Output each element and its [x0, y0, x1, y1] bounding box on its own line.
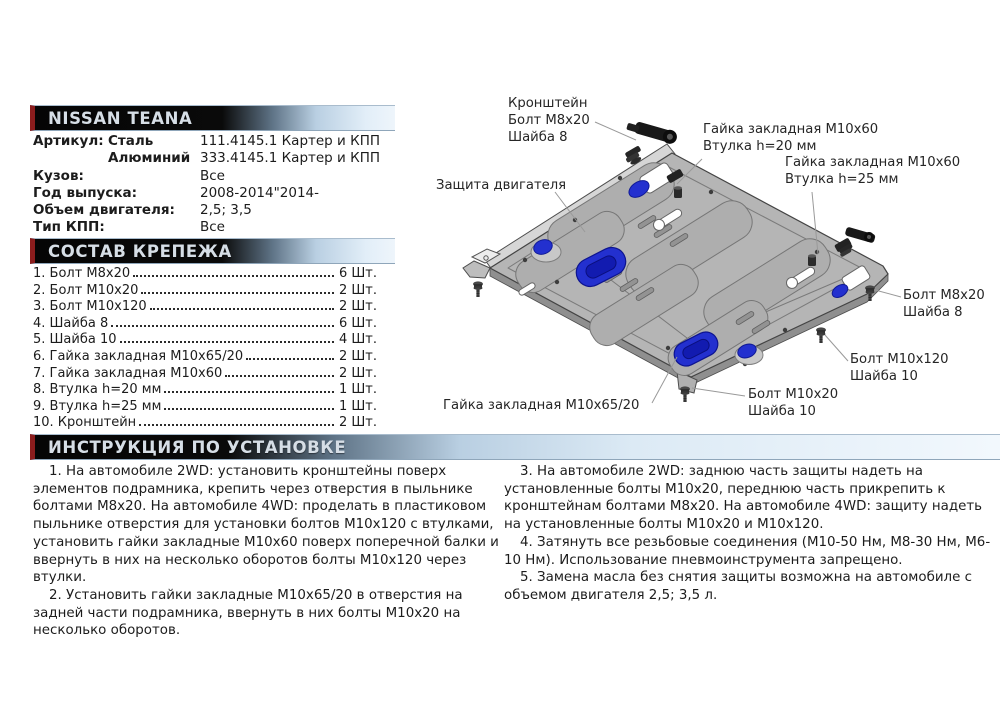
callout-line: Шайба 8: [903, 305, 963, 320]
spec-sublabel: [108, 168, 200, 185]
dot-leader: [246, 358, 334, 360]
callout-line: Втулка h=20 мм: [703, 139, 817, 154]
dot-leader: [150, 308, 334, 310]
hardware-list: [33, 266, 385, 432]
item-name: 5. Шайба 10: [33, 332, 117, 348]
spec-sublabel: [108, 219, 200, 236]
item-qty: 4 Шт.: [339, 332, 378, 348]
item-name: 9. Втулка h=25 мм: [33, 398, 162, 414]
item-qty: 1 Шт.: [339, 398, 378, 414]
item-name: 2. Болт М10х20: [33, 282, 139, 298]
dot-leader: [164, 408, 334, 410]
spec-row: [33, 168, 423, 185]
hardware-section-title: СОСТАВ КРЕПЕЖА: [48, 241, 232, 261]
spec-row: [33, 133, 423, 150]
item-name: 8. Втулка h=20 мм: [33, 382, 162, 398]
instruction-step: 3. На автомобиле 2WD: заднюю часть защиты надеть на установленные болты М10х20, переднюю часть прикрепить к кронштейнам болтами М8х20. На автомобиле 4WD: защиту надеть на установленные болты М10х20 и М10х120.: [504, 464, 983, 533]
spec-label: Тип КПП:: [33, 219, 105, 236]
product-title: NISSAN TEANA: [48, 108, 193, 128]
item-name: 3. Болт М10х120: [33, 299, 147, 315]
callout-line: Гайка закладная М10х65/20: [443, 398, 640, 413]
spec-value: Все: [200, 167, 225, 184]
hardware-item: [33, 283, 385, 300]
item-name: 7. Гайка закладная М10х60: [33, 365, 223, 381]
spec-label: Объем двигателя:: [33, 202, 175, 219]
item-qty: 6 Шт.: [339, 266, 378, 281]
item-name: 10. Кронштейн: [33, 415, 137, 431]
hardware-item: [33, 299, 385, 316]
instructions-section-title: ИНСТРУКЦИЯ ПО УСТАНОВКЕ: [48, 437, 347, 457]
spec-value: 333.4145.1 Картер и КПП: [200, 150, 380, 167]
spec-value: 111.4145.1 Картер и КПП: [200, 133, 380, 149]
callout-bolt-m8x20: [903, 287, 985, 321]
callout-nut-h20: [703, 121, 878, 155]
instructions-column-left: [33, 463, 503, 640]
spec-table: [33, 133, 423, 237]
instruction-step: 1. На автомобиле 2WD: установить кронштейны поверх элементов подрамника, крепить через отверстия в пыльнике болтами М8х20. На автомобиле 4WD: проделать в пластиковом пыльнике отверстия для установки болтов М10х120 с втулками, установить гайки закладные М10х60 поверх поперечной балки и ввернуть в них на несколько оборотов болты М10х120 через втулки.: [33, 464, 499, 586]
callout-bolt-m10x120: [850, 351, 949, 385]
instructions-section-bar: [30, 434, 1000, 460]
callout-line: Шайба 8: [508, 130, 568, 145]
spec-value: 2,5; 3,5: [200, 202, 252, 219]
spec-sublabel: Алюминий: [108, 150, 191, 167]
hardware-section-bar: [30, 238, 395, 264]
callout-line: Болт М8х20: [508, 113, 590, 128]
spec-value: Все: [200, 219, 225, 236]
item-qty: 1 Шт.: [339, 382, 378, 398]
callout-line: Гайка закладная М10х60: [785, 155, 961, 170]
spec-label: Артикул:: [33, 133, 104, 149]
callout-line: Шайба 10: [748, 404, 816, 419]
hardware-item: [33, 399, 385, 416]
hardware-item: [33, 349, 385, 366]
item-qty: 2 Шт.: [339, 415, 378, 431]
callout-line: Болт М10х20: [748, 387, 839, 402]
dot-leader: [164, 391, 334, 393]
engine-guard-diagram: [415, 80, 1000, 435]
product-title-bar: [30, 105, 395, 131]
spec-sublabel: [108, 185, 200, 202]
dot-leader: [139, 424, 334, 426]
spec-row: [33, 219, 423, 236]
hardware-item: [33, 415, 385, 432]
callout-line: Гайка закладная М10х60: [703, 122, 879, 137]
dot-leader: [141, 292, 334, 294]
instruction-step: 5. Замена масла без снятия защиты возможна на автомобиле с объемом двигателя 2,5; 3,5 л.: [504, 570, 972, 603]
hardware-item: [33, 382, 385, 399]
hardware-item: [33, 266, 385, 283]
item-name: 1. Болт М8х20: [33, 266, 131, 281]
spec-label: Кузов:: [33, 167, 84, 184]
item-qty: 2 Шт.: [339, 299, 378, 315]
item-qty: 2 Шт.: [339, 365, 378, 381]
instructions-column-right: [504, 463, 994, 605]
spec-row: [33, 185, 423, 202]
callout-engine-guard: [436, 177, 566, 194]
spec-label: [33, 150, 108, 167]
callout-nut-m10x65: [443, 397, 639, 414]
dot-leader: [120, 341, 334, 343]
item-qty: 6 Шт.: [339, 315, 378, 331]
item-name: 6. Гайка закладная М10х65/20: [33, 348, 244, 364]
callout-line: Шайба 10: [850, 369, 918, 384]
item-name: 4. Шайба 8: [33, 315, 109, 331]
callout-line: Втулка h=25 мм: [785, 172, 899, 187]
item-qty: 2 Шт.: [339, 282, 378, 298]
spec-row: [33, 202, 423, 219]
spec-value: 2008-2014"2014-: [200, 184, 320, 201]
dot-leader: [133, 275, 334, 277]
callout-nut-h25: [785, 154, 960, 188]
callout-line: Болт М10х120: [850, 352, 949, 367]
hardware-item: [33, 366, 385, 383]
callout-line: Защита двигателя: [436, 178, 567, 193]
item-qty: 2 Шт.: [339, 348, 378, 364]
spec-row: [33, 150, 423, 167]
instruction-step: 2. Установить гайки закладные М10х65/20 в отверстия на задней части подрамника, ввернуть в них болты М10х20 на несколько оборотов.: [33, 587, 463, 639]
dot-leader: [225, 375, 334, 377]
hardware-item: [33, 316, 385, 333]
callout-line: Болт М8х20: [903, 288, 985, 303]
spec-sublabel: [108, 202, 200, 219]
callout-bolt-m10x20: [748, 386, 838, 420]
dot-leader: [111, 325, 334, 327]
spec-sublabel: Сталь: [108, 133, 154, 149]
hardware-item: [33, 332, 385, 349]
callout-line: Кронштейн: [508, 96, 588, 111]
instruction-step: 4. Затянуть все резьбовые соединения (М10-50 Нм, М8-30 Нм, М6-10 Нм). Использование пневмоинструмента запрещено.: [504, 534, 991, 568]
callout-bracket: [508, 95, 590, 146]
spec-label: Год выпуска:: [33, 184, 138, 201]
